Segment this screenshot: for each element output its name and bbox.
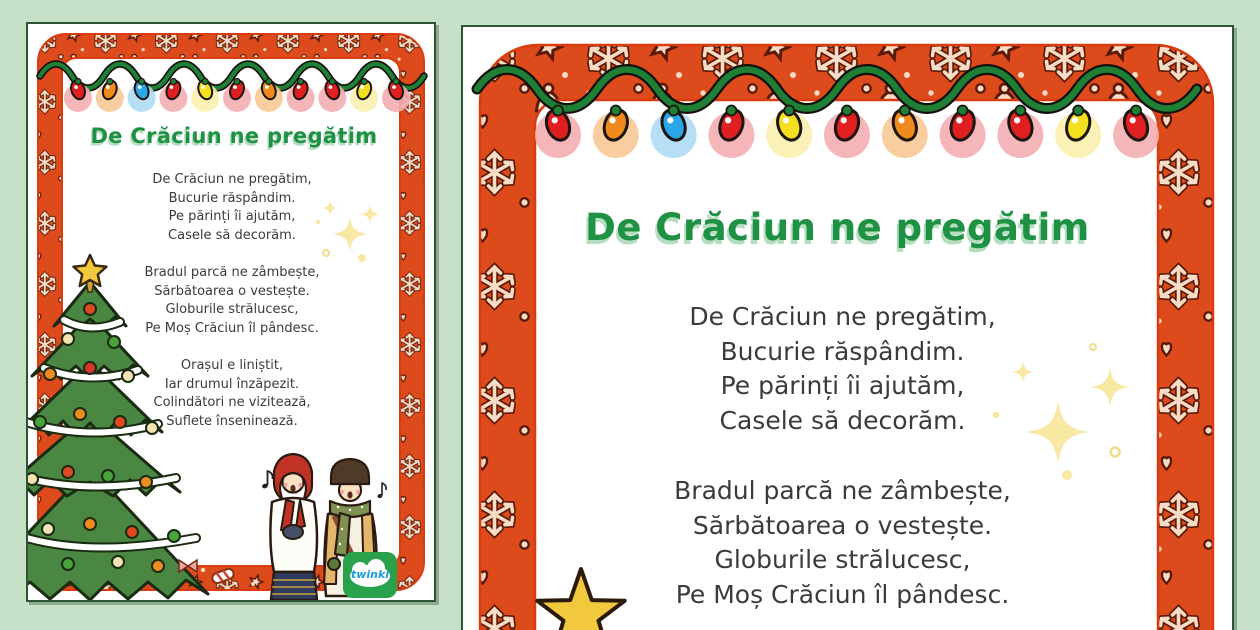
poem-stanza xyxy=(533,474,1152,612)
poem-line: Pe Moș Crăciun îl pândesc. xyxy=(675,579,1010,609)
poem-line: Orașul e liniștit, xyxy=(180,358,284,373)
poem-line: De Crăciun ne pregătim, xyxy=(689,302,996,331)
poem-line: Iar drumul înzăpezit. xyxy=(164,376,300,392)
poem-line: Bucurie răspândim. xyxy=(720,336,965,366)
poem-line: Casele să decorăm. xyxy=(719,405,966,435)
poem-stanza xyxy=(64,264,400,338)
poem-stanza xyxy=(533,300,1152,438)
poem-line: De Crăciun ne pregătim, xyxy=(152,172,312,187)
poem-line: Sărbătoarea o vestește. xyxy=(154,283,310,299)
poem-title: De Crăciun ne pregătim xyxy=(90,124,378,148)
poem-line: Globurile strălucesc, xyxy=(714,545,971,574)
poem-page-zoomed xyxy=(461,25,1234,630)
twinkl-logo-text: twinkl xyxy=(350,568,390,581)
poem-line: Pe Moș Crăciun îl pândesc. xyxy=(145,320,319,336)
poem-line: Globurile strălucesc, xyxy=(165,302,299,317)
poem-title: De Crăciun ne pregătim xyxy=(585,206,1090,249)
poem-stanza xyxy=(64,171,400,245)
poem-line: Bucurie răspândim. xyxy=(168,190,296,206)
poem-line: Bradul parcă ne zâmbește, xyxy=(144,265,320,280)
poem-line: Colindători ne vizitează, xyxy=(153,395,311,410)
twinkl-logo xyxy=(343,552,397,598)
poem-line: Pe părinți îi ajutăm, xyxy=(720,371,965,400)
poem-text xyxy=(64,171,400,450)
poem-line: Sărbătoarea o vestește. xyxy=(692,510,993,540)
poem-text xyxy=(533,300,1152,630)
poem-line: Suflete înseninează. xyxy=(166,413,298,429)
poem-line: Bradul parcă ne zâmbește, xyxy=(674,476,1011,505)
poem-stanza xyxy=(64,357,400,431)
poem-page-preview xyxy=(26,22,436,602)
poem-line: Casele să decorăm. xyxy=(168,227,296,243)
christmas-lights-garland-icon xyxy=(40,64,424,112)
poem-line: Pe părinți îi ajutăm, xyxy=(168,209,296,224)
